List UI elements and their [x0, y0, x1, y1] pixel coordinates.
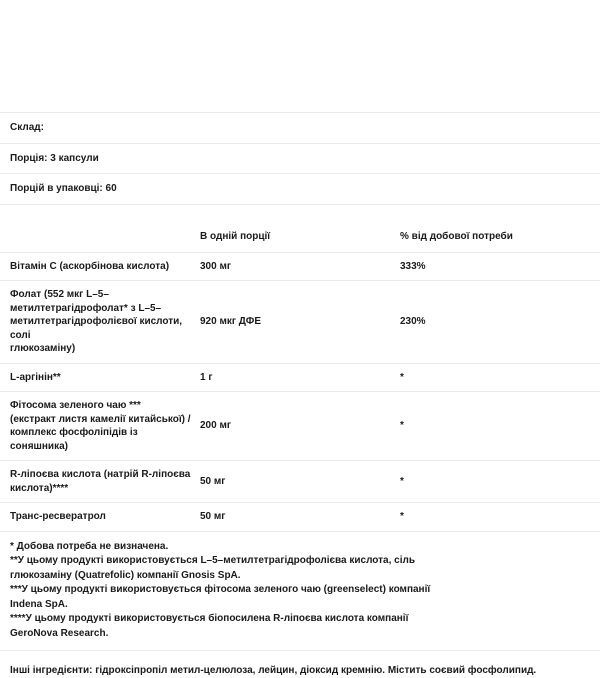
nutrient-name-line-2: (екстракт листя камелії китайської) / комплекс фосфоліпідів із соняшника)	[10, 413, 191, 452]
nutrient-name	[0, 252, 200, 281]
composition-label: Склад:	[0, 113, 600, 144]
serving-size-row	[0, 143, 600, 174]
nutrient-name	[0, 363, 200, 392]
nutrient-name	[0, 392, 200, 461]
column-header-nutrient	[0, 222, 200, 252]
table-row	[0, 252, 600, 281]
nutrient-amount: 50 мг	[200, 461, 400, 503]
nutrient-name-line-1: Вітамін C (аскорбінова кислота)	[10, 260, 170, 272]
nutrient-amount: 1 г	[200, 363, 400, 392]
servings-per-container-row	[0, 174, 600, 205]
serving-size-label: Порція: 3 капсули	[0, 143, 600, 174]
nutrient-name-line-1: Фітосома зеленого чаю ***	[10, 400, 141, 411]
nutrient-name-line-1: Транс-ресвератрол	[10, 511, 106, 522]
nutrient-name-line-1: Фолат (552 мкг L–5–метилтетрагідрофолат* з L–5–метилтетрагідрофолієвої кислоти, солі	[10, 289, 183, 341]
nutrient-daily-value: *	[400, 461, 600, 503]
nutrient-amount: 300 мг	[200, 252, 400, 281]
footnote-4: ****У цьому продукті використовується біопосилена R-ліпоєва кислота компанії GeroNova Research.	[10, 613, 409, 639]
nutrient-name-line-1: R-ліпоєва кислота (натрій R-ліпоєва кислота)****	[10, 469, 191, 494]
table-row	[0, 392, 600, 461]
column-header-amount-per-serving: В одній порції	[200, 222, 400, 252]
table-gap-row	[0, 204, 600, 222]
column-header-percent-daily-value: % від добової потреби	[400, 222, 600, 252]
table-row	[0, 503, 600, 532]
nutrient-name	[0, 461, 200, 503]
nutrient-name-line-2: глюкозаміну)	[10, 343, 76, 354]
nutrient-daily-value: 230%	[400, 281, 600, 364]
servings-per-container-label: Порцій в упаковці: 60	[0, 174, 600, 205]
composition-row	[0, 113, 600, 144]
nutrient-amount: 200 мг	[200, 392, 400, 461]
nutrient-amount: 50 мг	[200, 503, 400, 532]
supplement-facts-table-body	[0, 113, 600, 651]
footnotes-cell	[0, 531, 600, 651]
nutrient-daily-value: 333%	[400, 252, 600, 281]
footnote-1: * Добова потреба не визначена.	[10, 540, 169, 552]
footnotes-row	[0, 531, 600, 651]
top-spacer	[0, 0, 600, 112]
nutrient-name	[0, 281, 200, 364]
nutrient-daily-value: *	[400, 363, 600, 392]
footnote-2: **У цьому продукті використовується L–5–метилтетрагідрофолієва кислота, сіль глюкозаміну (Quatrefolic) компанії Gnosis SpA.	[10, 555, 415, 581]
footnote-3: ***У цьому продукті використовується фітосома зеленого чаю (greenselect) компанії Indena SpA.	[10, 584, 431, 610]
nutrient-daily-value: *	[400, 503, 600, 532]
table-row	[0, 461, 600, 503]
table-row	[0, 281, 600, 364]
table-header-row	[0, 222, 600, 252]
nutrient-name	[0, 503, 200, 532]
nutrient-name-line-1: L-аргінін**	[10, 371, 61, 383]
nutrient-amount: 920 мкг ДФЕ	[200, 281, 400, 364]
table-row	[0, 363, 600, 392]
other-ingredients: Інші інгредієнти: гідроксіпропіл метил-целюлоза, лейцин, діоксид кремнію. Містить соєвий фосфолипид.	[10, 665, 537, 676]
nutrient-daily-value: *	[400, 392, 600, 461]
table-gap-cell	[0, 204, 600, 222]
supplement-facts-table	[0, 112, 600, 651]
